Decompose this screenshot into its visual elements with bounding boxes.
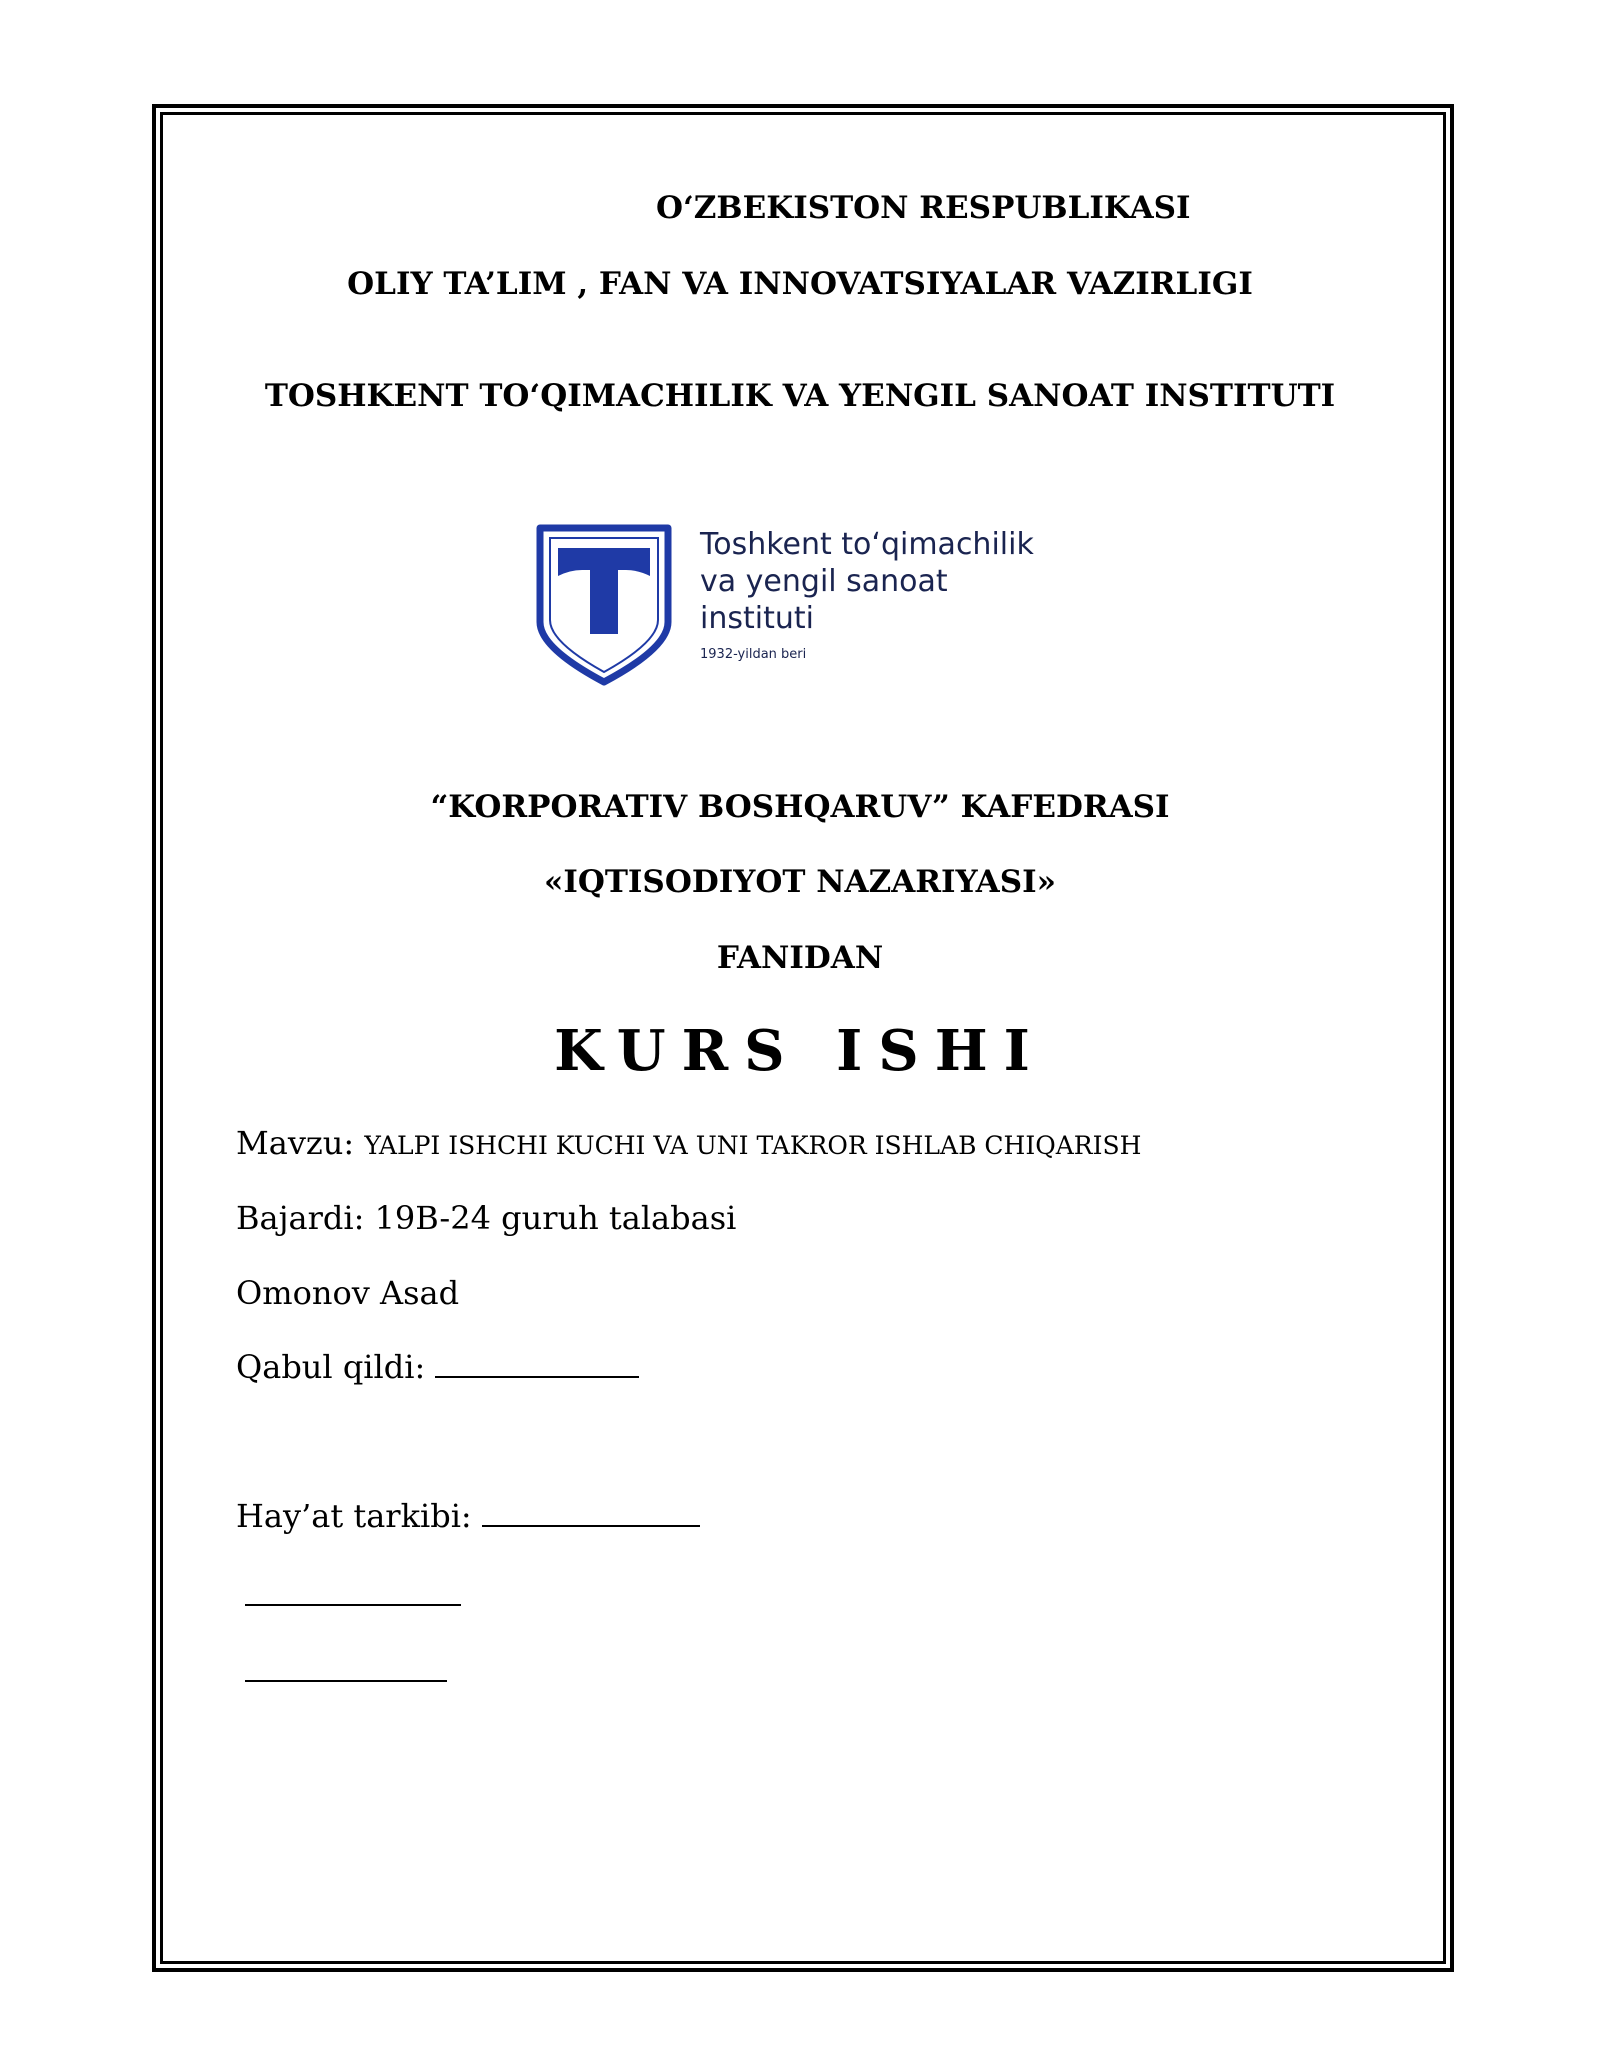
committee-blank-3: [245, 1678, 447, 1682]
topic-line: [236, 1124, 1141, 1162]
accepted-by-line: [236, 1348, 639, 1386]
logo-text-line2: va yengil sanoat: [700, 564, 948, 599]
logo-text-line3: instituti: [700, 601, 814, 636]
committee-blank: [482, 1499, 700, 1527]
student-name: Omonov Asad: [236, 1274, 460, 1312]
logo-subtitle: 1932-yildan beri: [700, 647, 807, 662]
shield-t-icon: [534, 524, 674, 686]
subject-suffix: FANIDAN: [716, 940, 884, 976]
department-name: “KORPORATIV BOSHQARUV” KAFEDRASI: [430, 789, 1170, 825]
accepted-by-label: Qabul qildi:: [236, 1348, 436, 1386]
topic-label: Mavzu:: [236, 1124, 365, 1162]
logo-text-line1: Toshkent to‘qimachilik: [700, 527, 1034, 562]
header-republic: O‘ZBEKISTON RESPUBLIKASI: [656, 190, 1191, 226]
committee-blank-2: [245, 1602, 461, 1606]
performed-by: Bajardi: 19B-24 guruh talabasi: [236, 1199, 737, 1237]
subject-name: «IQTISODIYOT NAZARIYASI»: [543, 864, 1056, 900]
committee-line: [236, 1497, 700, 1535]
document-title: KURS ISHI: [554, 1018, 1046, 1084]
header-ministry: OLIY TA’LIM , FAN VA INNOVATSIYALAR VAZIRLIGI: [347, 266, 1253, 302]
committee-label: Hay’at tarkibi:: [236, 1497, 482, 1535]
logo-wordmark: [700, 526, 1034, 662]
header-institute: TOSHKENT TO‘QIMACHILIK VA YENGIL SANOAT INSTITUTI: [264, 378, 1336, 414]
accepted-by-blank: [435, 1350, 639, 1378]
topic-value: YALPI ISHCHI KUCHI VA UNI TAKROR ISHLAB CHIQARISH: [364, 1131, 1142, 1160]
